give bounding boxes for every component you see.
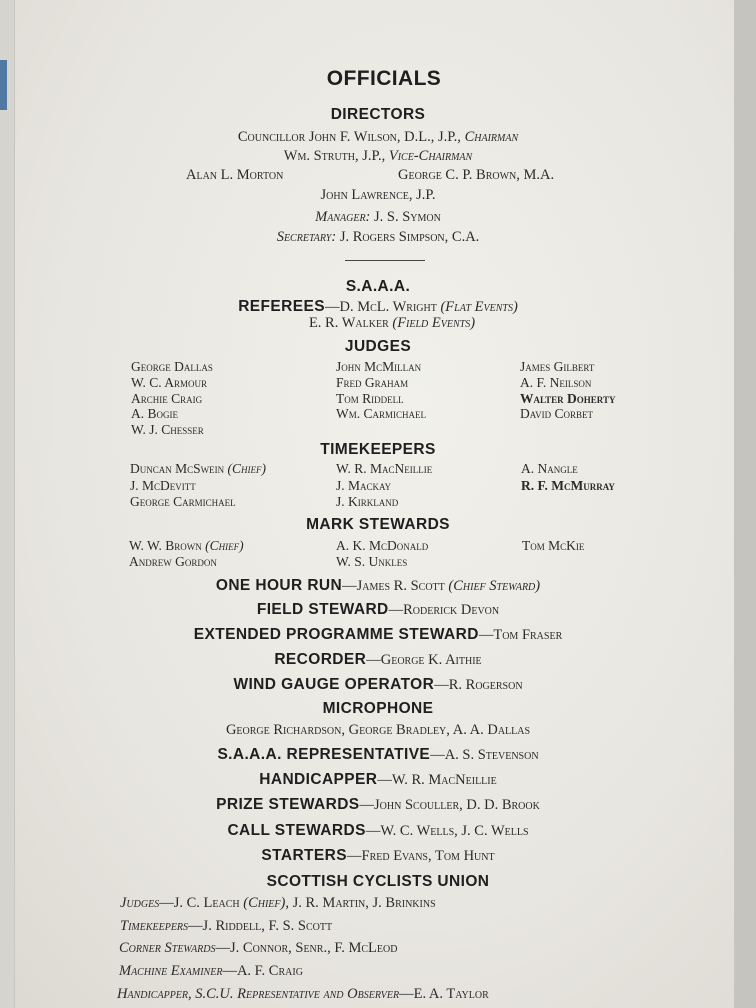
judges-column-1: [131, 359, 213, 438]
judge-name: A. F. Neilson: [520, 374, 592, 390]
scu-corner-stewards-names: —J. Connor, Senr., F. McLeod: [215, 940, 398, 956]
prize-stewards-label: PRIZE STEWARDS: [216, 796, 360, 813]
referees-line-1: [0, 298, 756, 316]
timekeepers-column-2: [336, 461, 432, 511]
saaa-heading: S.A.A.A.: [345, 278, 411, 295]
scu-judges-name-b: , J. R. Martin, J. Brinkins: [285, 895, 436, 911]
field-steward-label: FIELD STEWARD: [256, 601, 389, 618]
secretary-name: J. Rogers Simpson, C.A.: [336, 229, 480, 245]
judge-name: Fred Graham: [336, 374, 409, 390]
scu-judges-label: Judges: [120, 895, 160, 911]
one-hour-run-line: [0, 577, 756, 595]
judge-name: David Corbet: [520, 406, 593, 422]
mark-steward-name: Tom McKie: [522, 538, 585, 553]
judges-column-3: [520, 359, 616, 422]
starters-line: [0, 847, 756, 865]
directors-heading: DIRECTORS: [330, 106, 426, 123]
secretary-line: [0, 229, 756, 246]
field-steward-line: [0, 601, 756, 619]
director-vice-chairman-name: Wm. Struth, J.P.,: [283, 148, 389, 164]
judge-name: Walter Doherty: [520, 390, 616, 406]
saaa-representative-name: —A. S. Stevenson: [430, 747, 539, 763]
scu-handicapper-label: Handicapper, S.C.U. Representative and Observer: [117, 986, 400, 1002]
handicapper-name: —W. R. MacNeillie: [377, 772, 497, 788]
judges-heading: JUDGES: [344, 338, 412, 355]
scu-judges-line: [120, 895, 436, 912]
mark-steward-name: W. S. Unkles: [336, 554, 408, 569]
mark-stewards-heading: MARK STEWARDS: [306, 516, 450, 533]
mark-steward-chief: [129, 538, 244, 554]
starters-name: —Fred Evans, Tom Hunt: [347, 848, 495, 864]
judge-name: James Gilbert: [520, 359, 595, 374]
recorder-label: RECORDER: [274, 651, 367, 668]
timekeeper-name: George Carmichael: [130, 494, 236, 509]
section-divider: [345, 260, 425, 261]
chief-note: (Chief): [227, 461, 267, 476]
wind-gauge-line: [0, 676, 756, 694]
scu-handicapper-names: —E. A. Taylor: [399, 986, 489, 1002]
scu-handicapper-line: [117, 986, 489, 1003]
timekeeper-name: J. McDevitt: [130, 477, 196, 493]
vice-chairman-role: Vice-Chairman: [388, 148, 473, 164]
page-title: OFFICIALS: [326, 67, 442, 90]
director-brown: George C. P. Brown, M.A.: [398, 167, 555, 183]
timekeeper-name: W. R. MacNeillie: [336, 461, 433, 476]
mark-stewards-column-1: [129, 538, 244, 570]
mark-stewards-column-2: [336, 538, 428, 570]
referees-line-2: [14, 315, 756, 332]
referee-1-note: (Flat Events): [440, 299, 518, 315]
referees-label: REFEREES: [238, 298, 325, 315]
scu-timekeepers-names: —J. Riddell, F. S. Scott: [188, 918, 333, 934]
one-hour-run-name: —James R. Scott: [342, 578, 449, 594]
handicapper-label: HANDICAPPER: [259, 771, 378, 788]
directors-line-2: [0, 148, 756, 165]
scu-timekeepers-line: [120, 918, 332, 935]
starters-label: STARTERS: [261, 847, 347, 864]
scu-judges-note: (Chief): [243, 895, 286, 911]
referee-2-note: (Field Events): [392, 315, 476, 331]
call-stewards-line: [0, 822, 756, 840]
chairman-role: Chairman: [464, 129, 519, 145]
scu-corner-stewards-line: [119, 940, 397, 957]
handicapper-line: [0, 771, 756, 789]
chief-note: (Chief): [205, 538, 244, 553]
one-hour-run-note: (Chief Steward): [448, 578, 541, 594]
judge-name: John McMillan: [336, 359, 422, 374]
saaa-representative-line: [0, 746, 756, 764]
mark-steward-name: A. K. McDonald: [336, 538, 429, 553]
judge-name: Tom Riddell: [336, 390, 404, 406]
scu-corner-stewards-label: Corner Stewards: [119, 940, 216, 956]
timekeeper-name: J. Mackay: [336, 477, 392, 493]
timekeeper-name: R. F. McMurray: [521, 477, 615, 493]
scu-machine-examiner-line: [119, 963, 303, 980]
field-steward-name: —Roderick Devon: [388, 602, 500, 618]
director-lawrence: John Lawrence, J.P.: [320, 187, 436, 203]
timekeeper-chief: [130, 461, 266, 478]
judges-column-2: [336, 359, 426, 422]
secretary-label: Secretary:: [276, 229, 337, 245]
judge-name: Archie Craig: [131, 390, 203, 406]
timekeeper-name: A. Nangle: [521, 461, 578, 476]
timekeeper-name: J. Kirkland: [336, 494, 399, 509]
timekeepers-heading: TIMEKEEPERS: [320, 441, 436, 458]
judge-name: George Dallas: [131, 359, 213, 374]
scu-machine-examiner-names: —A. F. Craig: [222, 963, 303, 979]
timekeepers-column-1: [130, 461, 266, 511]
wind-gauge-label: WIND GAUGE OPERATOR: [233, 676, 435, 693]
one-hour-run-label: ONE HOUR RUN: [215, 577, 343, 594]
extended-programme-name: —Tom Fraser: [478, 627, 563, 643]
referee-1-name: —D. McL. Wright: [324, 299, 441, 315]
scu-heading: SCOTTISH CYCLISTS UNION: [266, 873, 490, 890]
manager-name: J. S. Symon: [370, 209, 441, 225]
judge-name: W. J. Chesser: [131, 422, 204, 438]
call-stewards-label: CALL STEWARDS: [227, 822, 366, 839]
prize-stewards-name: —John Scouller, D. D. Brook: [359, 797, 540, 813]
recorder-name: —George K. Aithie: [366, 652, 482, 668]
mark-steward-name: Andrew Gordon: [129, 554, 217, 569]
scu-judges-name-a: —J. C. Leach: [159, 895, 244, 911]
manager-line: [0, 209, 756, 226]
judge-name: W. C. Armour: [131, 374, 208, 390]
judge-name: A. Bogie: [131, 406, 178, 422]
prize-stewards-line: [0, 796, 756, 814]
extended-programme-label: EXTENDED PROGRAMME STEWARD: [193, 626, 479, 643]
call-stewards-name: —W. C. Wells, J. C. Wells: [365, 823, 529, 839]
scu-timekeepers-label: Timekeepers: [120, 918, 189, 934]
director-chairman-name: Councillor John F. Wilson, D.L., J.P.,: [237, 129, 465, 145]
recorder-line: [0, 651, 756, 669]
wind-gauge-name: —R. Rogerson: [434, 677, 523, 693]
microphone-heading: MICROPHONE: [322, 700, 434, 717]
judge-name: Wm. Carmichael: [336, 406, 426, 422]
timekeepers-column-3: [521, 461, 615, 494]
extended-programme-line: [0, 626, 756, 644]
director-morton: Alan L. Morton: [186, 167, 284, 183]
directors-line-1: [0, 129, 756, 146]
saaa-representative-label: S.A.A.A. REPRESENTATIVE: [217, 746, 431, 763]
microphone-names: George Richardson, George Bradley, A. A. Dallas: [225, 722, 531, 738]
manager-label: Manager:: [315, 209, 371, 225]
referee-2-name: E. R. Walker: [308, 315, 393, 331]
mark-stewards-column-3: [522, 538, 584, 554]
timekeeper-name: Duncan McSwein: [130, 461, 228, 476]
scu-machine-examiner-label: Machine Examiner: [119, 963, 223, 979]
mark-steward-name: W. W. Brown: [129, 538, 206, 553]
